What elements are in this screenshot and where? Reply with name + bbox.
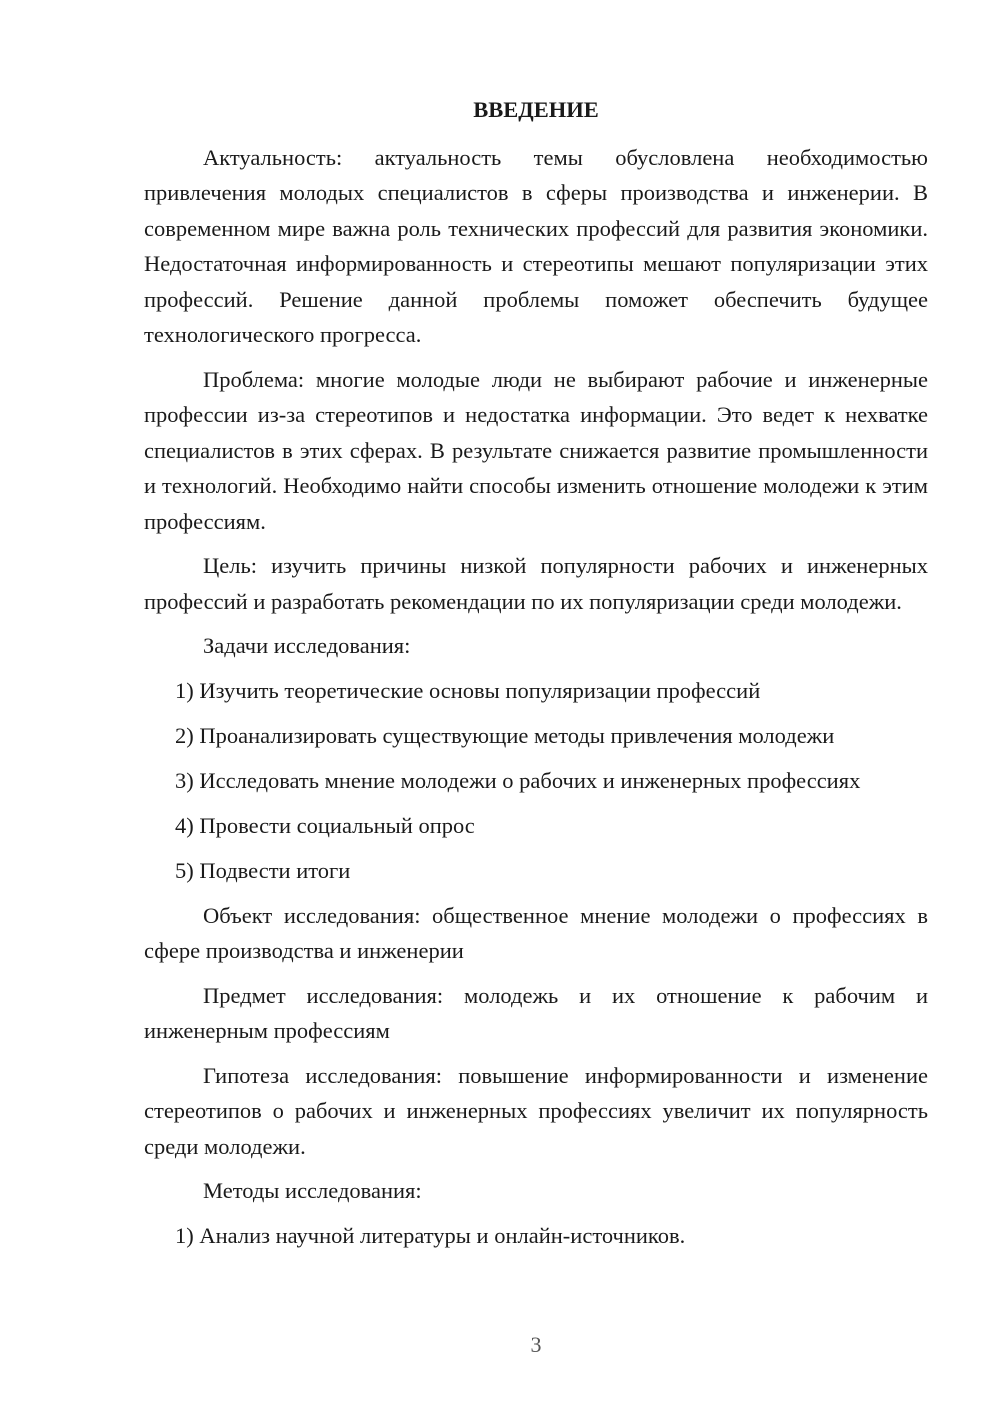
problem-paragraph: Проблема: многие молодые люди не выбирают рабочие и инженерные профессии из-за стереотипов и недостатка информации. Это ведет к нехватке специалистов в этих сферах. В результате снижается развитие промышленности и технологий. Необходимо найти способы изменить отношение молодежи к этим профессиям.: [144, 366, 928, 534]
task-item-1: 1) Изучить теоретические основы популяризации профессий: [175, 677, 761, 703]
tasks-heading: Задачи исследования:: [203, 633, 411, 658]
hypothesis-paragraph: Гипотеза исследования: повышение информированности и изменение стереотипов о рабочих и инженерных профессиях увеличит их популярность среди молодежи.: [144, 1062, 928, 1159]
methods-list: [144, 1218, 928, 1254]
method-item-1: 1) Анализ научной литературы и онлайн-источников.: [175, 1222, 686, 1248]
subject-paragraph: Предмет исследования: молодежь и их отношение к рабочим и инженерным профессиям: [144, 982, 928, 1043]
task-item-2: 2) Проанализировать существующие методы привлечения молодежи: [175, 722, 835, 748]
task-item-4: 4) Провести социальный опрос: [175, 812, 475, 838]
object-paragraph: Объект исследования: общественное мнение молодежи о профессиях в сфере производства и инженерии: [144, 902, 928, 963]
relevance-paragraph: Актуальность: актуальность темы обусловлена необходимостью привлечения молодых специалистов в сферы производства и инженерии. В современном мире важна роль технических профессий для развития экономики. Недостаточная информированность и стереотипы мешают популяризации этих профессий. Решение данной проблемы поможет обеспечить будущее технологического прогресса.: [144, 144, 928, 347]
task-item-3: 3) Исследовать мнение молодежи о рабочих и инженерных профессиях: [175, 767, 861, 793]
page-number: 3: [530, 1332, 542, 1357]
goal-paragraph: Цель: изучить причины низкой популярности рабочих и инженерных профессий и разработать рекомендации по их популяризации среди молодежи.: [144, 553, 928, 614]
task-item-5: 5) Подвести итоги: [175, 857, 351, 883]
section-title: ВВЕДЕНИЕ: [473, 97, 599, 122]
tasks-list: [144, 673, 928, 889]
methods-heading: Методы исследования:: [203, 1178, 422, 1203]
document-page: [144, 92, 928, 1263]
